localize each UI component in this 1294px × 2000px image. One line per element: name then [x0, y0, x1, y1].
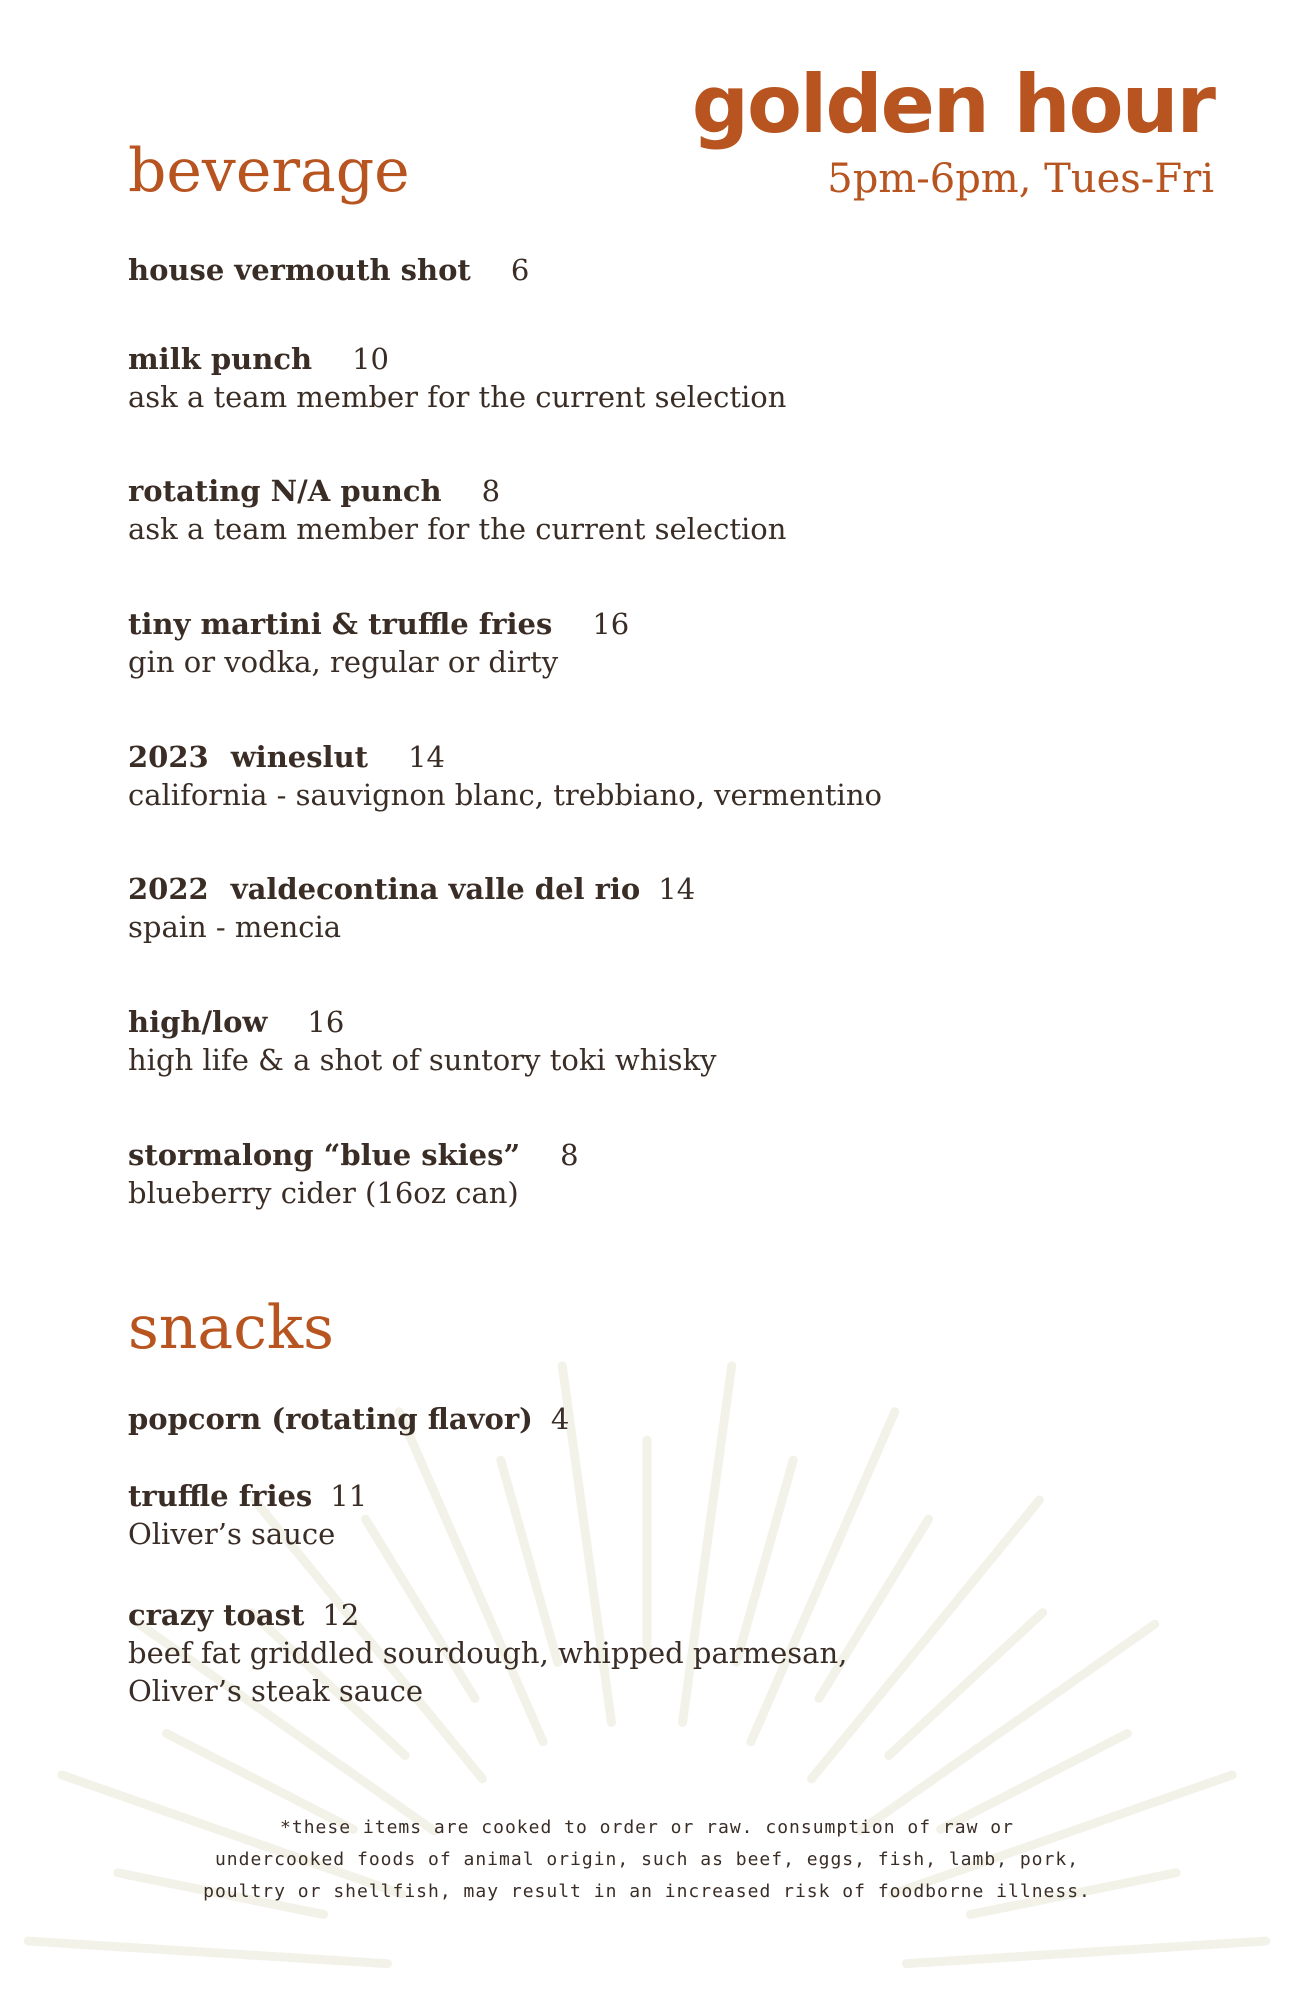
menu-item	[128, 605, 1188, 681]
item-price: 14	[408, 740, 445, 774]
item-price: 6	[510, 253, 530, 287]
item-name: crazy toast	[128, 1598, 305, 1632]
disclaimer	[0, 1812, 1294, 1908]
menu-item	[128, 738, 1188, 814]
item-vintage: 2023	[128, 740, 209, 774]
item-description-line2: Oliver’s steak sauce	[128, 1674, 424, 1708]
item-name: house vermouth shot	[128, 253, 471, 287]
item-price: 4	[550, 1402, 570, 1436]
item-price: 16	[307, 1005, 345, 1039]
page-title: golden hour	[691, 58, 1214, 151]
menu-item	[128, 251, 1188, 289]
item-description: gin or vodka, regular or dirty	[128, 645, 559, 679]
menu-item	[128, 1136, 1188, 1212]
item-description: spain - mencia	[128, 910, 342, 944]
item-vintage: 2022	[128, 872, 209, 906]
item-description: high life & a shot of suntory toki whisky	[128, 1043, 717, 1077]
item-description: ask a team member for the current selection	[128, 380, 787, 414]
menu-item	[128, 340, 1188, 416]
disclaimer-line: poultry or shellfish, may result in an increased risk of foodborne illness.	[203, 1881, 1091, 1902]
item-price: 8	[560, 1138, 579, 1172]
disclaimer-line: undercooked foods of animal origin, such as beef, eggs, fish, lamb, pork,	[214, 1849, 1080, 1870]
item-name: tiny martini & truffle fries	[128, 607, 553, 641]
item-price: 12	[322, 1598, 360, 1632]
hours-text: 5pm-6pm, Tues-Fri	[827, 156, 1214, 202]
item-description: beef fat griddled sourdough, whipped parmesan,	[128, 1636, 848, 1670]
menu-item	[128, 1003, 1188, 1079]
item-price: 11	[330, 1479, 368, 1513]
item-name: valdecontina valle del rio	[230, 872, 641, 906]
sun-ray	[28, 1941, 387, 1964]
item-name: stormalong “blue skies”	[128, 1138, 521, 1172]
item-name: wineslut	[230, 740, 369, 774]
menu-item	[128, 1477, 1188, 1553]
menu-item	[128, 1596, 1188, 1710]
menu-item	[128, 472, 1188, 548]
item-name: popcorn (rotating flavor)	[128, 1402, 533, 1436]
item-name: rotating N/A punch	[128, 474, 442, 508]
item-price: 8	[481, 474, 501, 508]
item-name: milk punch	[128, 342, 313, 376]
item-description: blueberry cider (16oz can)	[128, 1176, 519, 1210]
item-price: 14	[658, 872, 696, 906]
item-price: 16	[592, 607, 630, 641]
sun-ray	[906, 1941, 1265, 1964]
item-name: high/low	[128, 1005, 268, 1039]
beverage-heading: beverage	[128, 136, 410, 206]
item-description: california - sauvignon blanc, trebbiano, vermentino	[128, 778, 882, 812]
item-description: ask a team member for the current selection	[128, 512, 787, 546]
item-description: Oliver’s sauce	[128, 1517, 336, 1551]
item-price: 10	[352, 342, 390, 376]
title-block	[692, 60, 1214, 204]
item-name: truffle fries	[128, 1479, 313, 1513]
disclaimer-line: *these items are cooked to order or raw. consumption of raw or	[280, 1817, 1014, 1838]
menu-item	[128, 1400, 1188, 1438]
snacks-heading: snacks	[128, 1293, 334, 1363]
menu-item	[128, 870, 1188, 946]
